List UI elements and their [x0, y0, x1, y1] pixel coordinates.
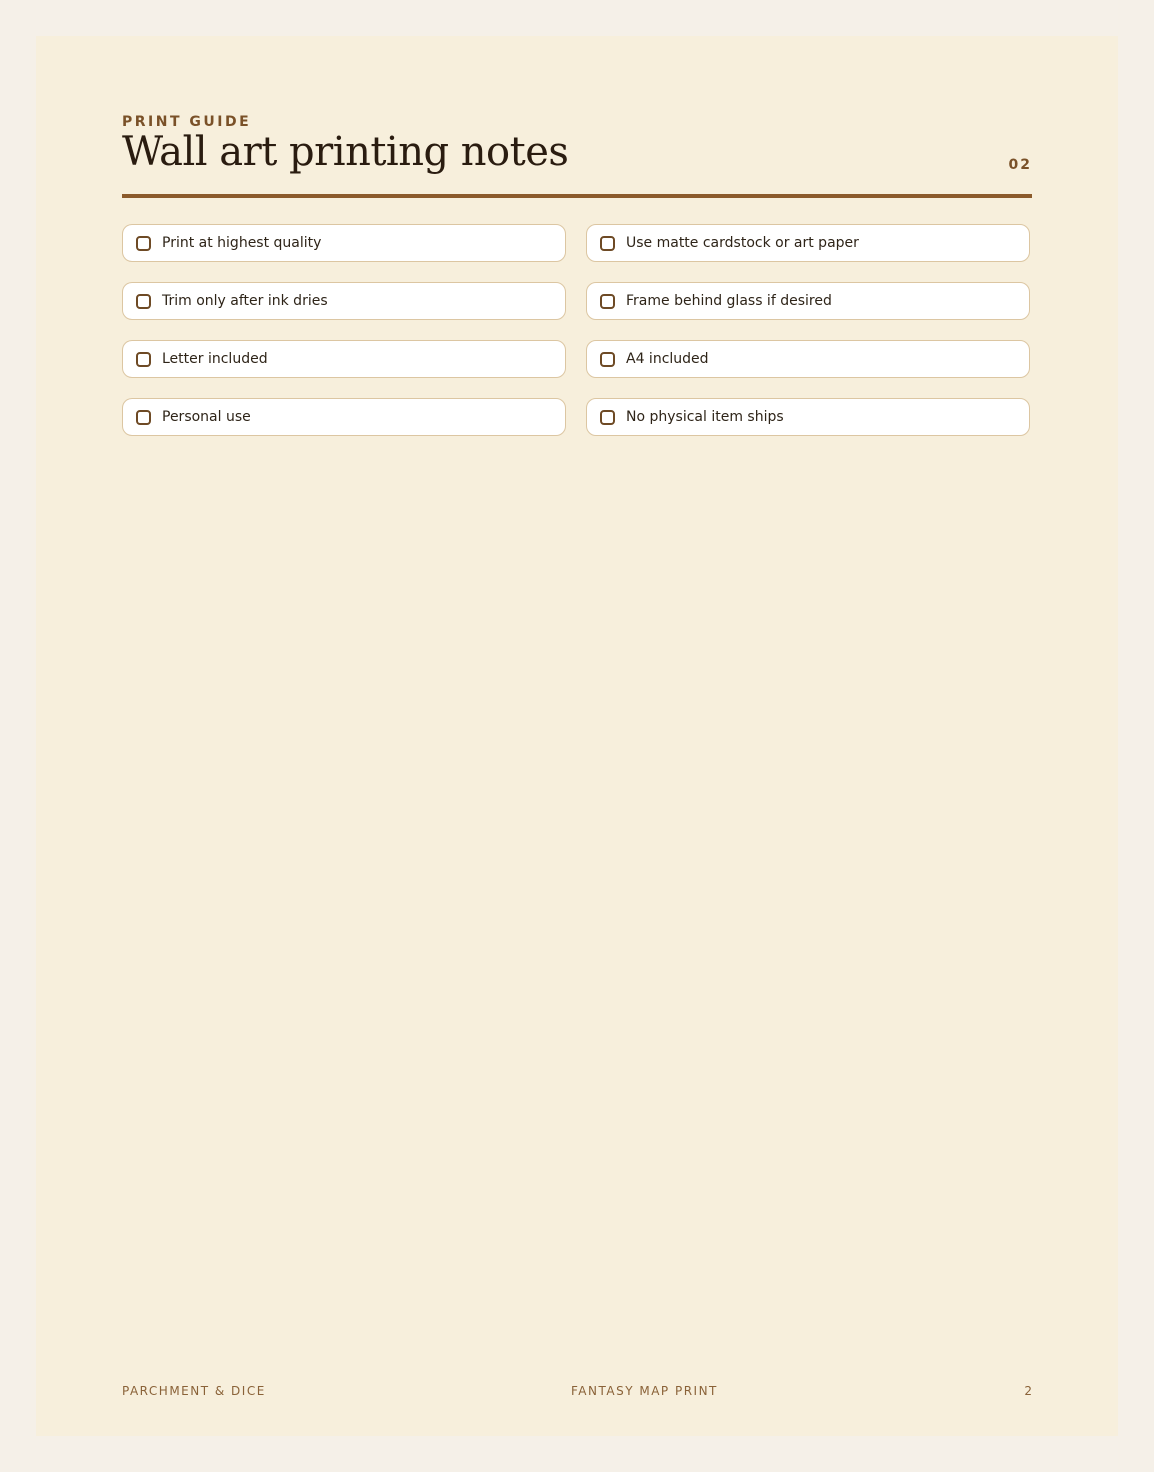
- checklist-item-label: Letter included: [162, 351, 268, 367]
- checkbox[interactable]: [600, 352, 615, 367]
- checklist-item[interactable]: [586, 224, 1030, 262]
- checkbox[interactable]: [136, 294, 151, 309]
- checklist-item-label: Personal use: [162, 409, 251, 425]
- footer-brand: PARCHMENT & DICE: [122, 1384, 266, 1398]
- checklist-item-label: Trim only after ink dries: [162, 293, 328, 309]
- checklist-item[interactable]: [122, 398, 566, 436]
- checkbox[interactable]: [600, 410, 615, 425]
- page-title: Wall art printing notes: [122, 129, 569, 175]
- checkbox[interactable]: [136, 352, 151, 367]
- page-header: [122, 114, 1032, 198]
- section-eyebrow: PRINT GUIDE: [122, 114, 252, 130]
- checkbox[interactable]: [600, 294, 615, 309]
- checkbox[interactable]: [600, 236, 615, 251]
- checklist-item[interactable]: [586, 282, 1030, 320]
- checklist-item-label: A4 included: [626, 351, 709, 367]
- checkbox[interactable]: [136, 410, 151, 425]
- checkbox[interactable]: [136, 236, 151, 251]
- checklist-item[interactable]: [122, 282, 566, 320]
- checklist-item[interactable]: [586, 340, 1030, 378]
- checklist-item-label: Frame behind glass if desired: [626, 293, 832, 309]
- checklist-item[interactable]: [586, 398, 1030, 436]
- footer-product: FANTASY MAP PRINT: [571, 1384, 718, 1398]
- checklist-item-label: No physical item ships: [626, 409, 784, 425]
- page-sheet: [36, 36, 1118, 1436]
- checklist-item-label: Use matte cardstock or art paper: [626, 235, 859, 251]
- checklist-item[interactable]: [122, 340, 566, 378]
- section-number: 02: [1008, 157, 1032, 173]
- checklist-item-label: Print at highest quality: [162, 235, 322, 251]
- footer-page-number: 2: [1024, 1384, 1032, 1398]
- checklist-item[interactable]: [122, 224, 566, 262]
